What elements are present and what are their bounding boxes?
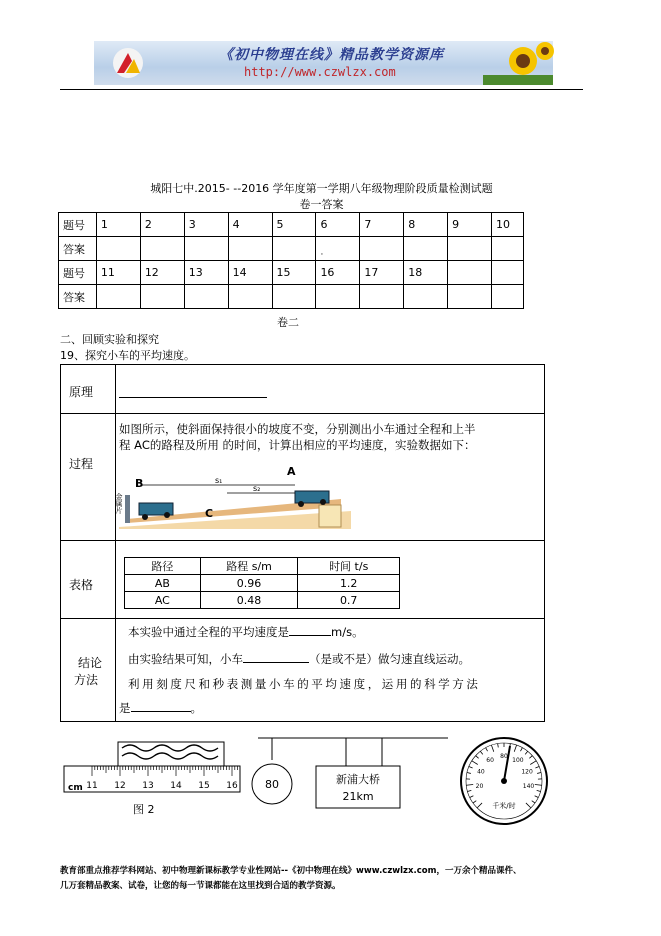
answer-cell[interactable]: · (316, 237, 360, 261)
question-number (448, 261, 492, 285)
process-label: 过程 (69, 457, 94, 471)
answer-cell[interactable] (360, 237, 404, 261)
conclusion-line1 (128, 624, 364, 640)
question-number: 13 (184, 261, 228, 285)
answer-cell[interactable] (316, 285, 360, 309)
conclusion-2-text: 由实验结果可知，小车 (128, 652, 243, 666)
answer-cell[interactable] (448, 237, 492, 261)
question-number: 18 (404, 261, 448, 285)
part1-title: 卷一答案 (299, 198, 344, 211)
speed-blank[interactable] (289, 635, 331, 636)
dial-tick-label: 100 (512, 757, 524, 765)
speed-limit-value: 80 (265, 778, 279, 791)
answer-cell[interactable] (492, 285, 524, 309)
answer-cell[interactable] (184, 285, 228, 309)
table-row (59, 213, 524, 237)
road-sign-figure (248, 736, 450, 810)
dial-tick-label: 60 (486, 757, 494, 765)
label-c: C (205, 507, 214, 520)
method-label: 方法 (74, 673, 99, 687)
question-number: 17 (360, 261, 404, 285)
answer-cell[interactable] (272, 237, 316, 261)
row-label: 题号 (59, 261, 97, 285)
column-header: 时间 t/s (298, 558, 400, 575)
conclusion-4-suffix: 。 (190, 701, 202, 715)
footer-line1: 教育部重点推荐学科网站、初中物理新课标教学专业性网站--《初中物理在线》www.czwlzx.com，一万余个精品课件、 (60, 866, 522, 876)
speedometer-unit: 千米/时 (492, 802, 516, 810)
table-label: 表格 (69, 578, 94, 592)
ruler-tick-label: 12 (114, 781, 126, 791)
sign-distance: 21km (342, 790, 374, 803)
ruler-tick-label: 15 (198, 781, 210, 791)
banner-title: 《初中物理在线》精品教学资源库 (219, 47, 444, 63)
footer-line2: 几万套精品教案、试卷，让您的每一节课都能在这里找到合适的教学资源。 (60, 881, 341, 891)
question-number: 11 (96, 261, 140, 285)
answer-cell[interactable] (96, 285, 140, 309)
answer-cell[interactable] (404, 285, 448, 309)
question-number: 1 (96, 213, 140, 237)
column-header: 路程 s/m (200, 558, 298, 575)
question-number: 16 (316, 261, 360, 285)
table-cell: AC (125, 592, 201, 609)
answer-cell[interactable] (272, 285, 316, 309)
method-blank[interactable] (131, 711, 191, 712)
table-cell: AB (125, 575, 201, 592)
conclusion-4-text: 是 (119, 701, 131, 715)
conclusion-line3: 利用刻度尺和秒表测量小车的平均速度，运用的科学方法 (128, 677, 481, 691)
answer-cell[interactable] (404, 237, 448, 261)
conclusion-line4 (119, 700, 202, 716)
question-number: 7 (360, 213, 404, 237)
question-number: 9 (448, 213, 492, 237)
question-number: 5 (272, 213, 316, 237)
answer-cell[interactable] (140, 285, 184, 309)
table-cell: 0.96 (200, 575, 298, 592)
site-logo-icon (112, 47, 144, 79)
ruler-unit: cm (68, 783, 83, 793)
question-number: 15 (272, 261, 316, 285)
row-divider (60, 413, 544, 414)
label-s1: s₁ (215, 476, 223, 485)
ruler-tick-label: 16 (226, 781, 238, 791)
answer-cell[interactable] (184, 237, 228, 261)
table-row (59, 261, 524, 285)
question-number: 14 (228, 261, 272, 285)
banner-url[interactable]: http://www.czwlzx.com (244, 65, 396, 79)
conclusion-line2 (128, 651, 470, 667)
table-cell: 0.48 (200, 592, 298, 609)
table-row (59, 285, 524, 309)
answer-cell[interactable] (140, 237, 184, 261)
question-number: 6 (316, 213, 360, 237)
incline-figure (115, 459, 355, 529)
needle-hub (501, 778, 507, 784)
question-number (492, 261, 524, 285)
principle-blank[interactable] (119, 397, 267, 398)
table-cell: 0.7 (298, 592, 400, 609)
ruler-figure (62, 740, 242, 796)
page-title: 城阳七中.2015- --2016 学年度第一学期八年级物理阶段质量检测试题 (150, 182, 493, 195)
question-number: 10 (492, 213, 524, 237)
question-19: 19、探究小车的平均速度。 (60, 349, 195, 362)
table-row (125, 558, 400, 575)
answer-table (58, 212, 524, 309)
label-stop: 金属片 (115, 493, 123, 514)
label-a: A (287, 465, 296, 478)
sign-place: 新浦大桥 (336, 773, 380, 786)
dial-tick-label: 140 (522, 782, 535, 790)
answer-cell[interactable] (492, 237, 524, 261)
label-column-divider (115, 364, 116, 721)
part2-title: 卷二 (277, 316, 299, 329)
conclusion-1-text: 本实验中通过全程的平均速度是 (128, 625, 289, 639)
table-row (125, 575, 400, 592)
table-row (125, 592, 400, 609)
ruler-tick-label: 13 (142, 781, 154, 791)
dial-tick-label: 120 (521, 768, 533, 776)
dial-tick-label: 40 (477, 768, 485, 776)
conclusion-2-suffix: （是或不是）做匀速直线运动。 (309, 652, 470, 666)
column-header: 路径 (125, 558, 201, 575)
process-text-line2: 程 AC的路程及所用 的时间，计算出相应的平均速度，实验数据如下： (119, 438, 476, 452)
principle-label: 原理 (69, 385, 94, 399)
answer-cell[interactable] (228, 285, 272, 309)
sunflower-icon (483, 41, 553, 85)
answer-cell[interactable] (360, 285, 404, 309)
row-divider (60, 618, 544, 619)
dial-tick-label: 20 (475, 782, 484, 790)
section-heading: 二、回顾实验和探究 (60, 333, 159, 346)
dial-tick-label: 80 (500, 753, 508, 760)
question-number: 2 (140, 213, 184, 237)
data-table (124, 557, 400, 609)
question-number: 4 (228, 213, 272, 237)
process-text-line1: 如图所示，使斜面保持很小的坡度不变，分别测出小车通过全程和上半 (119, 422, 476, 436)
row-label: 答案 (59, 285, 97, 309)
speedometer-figure (454, 736, 554, 826)
metal-stop (125, 495, 130, 523)
answer-cell[interactable] (228, 237, 272, 261)
row-label: 答案 (59, 237, 97, 261)
answer-cell[interactable] (96, 237, 140, 261)
question-number: 8 (404, 213, 448, 237)
label-s2: s₂ (253, 484, 261, 493)
question-number: 3 (184, 213, 228, 237)
row-divider (60, 540, 544, 541)
support-block (319, 505, 341, 527)
question-number: 12 (140, 261, 184, 285)
uniform-motion-blank[interactable] (243, 662, 309, 663)
table-cell: 1.2 (298, 575, 400, 592)
ruler-tick-label: 11 (86, 781, 98, 791)
experiment-table (60, 364, 545, 722)
conclusion-1-unit: m/s。 (331, 625, 364, 639)
conclusion-label: 结论 (78, 656, 103, 670)
label-b: B (135, 477, 144, 490)
row-label: 题号 (59, 213, 97, 237)
ruler-tick-label: 14 (170, 781, 182, 791)
table-row (59, 237, 524, 261)
header-rule (60, 89, 583, 90)
answer-cell[interactable] (448, 285, 492, 309)
site-banner (94, 41, 553, 85)
figure-caption: 图 2 (133, 803, 155, 816)
